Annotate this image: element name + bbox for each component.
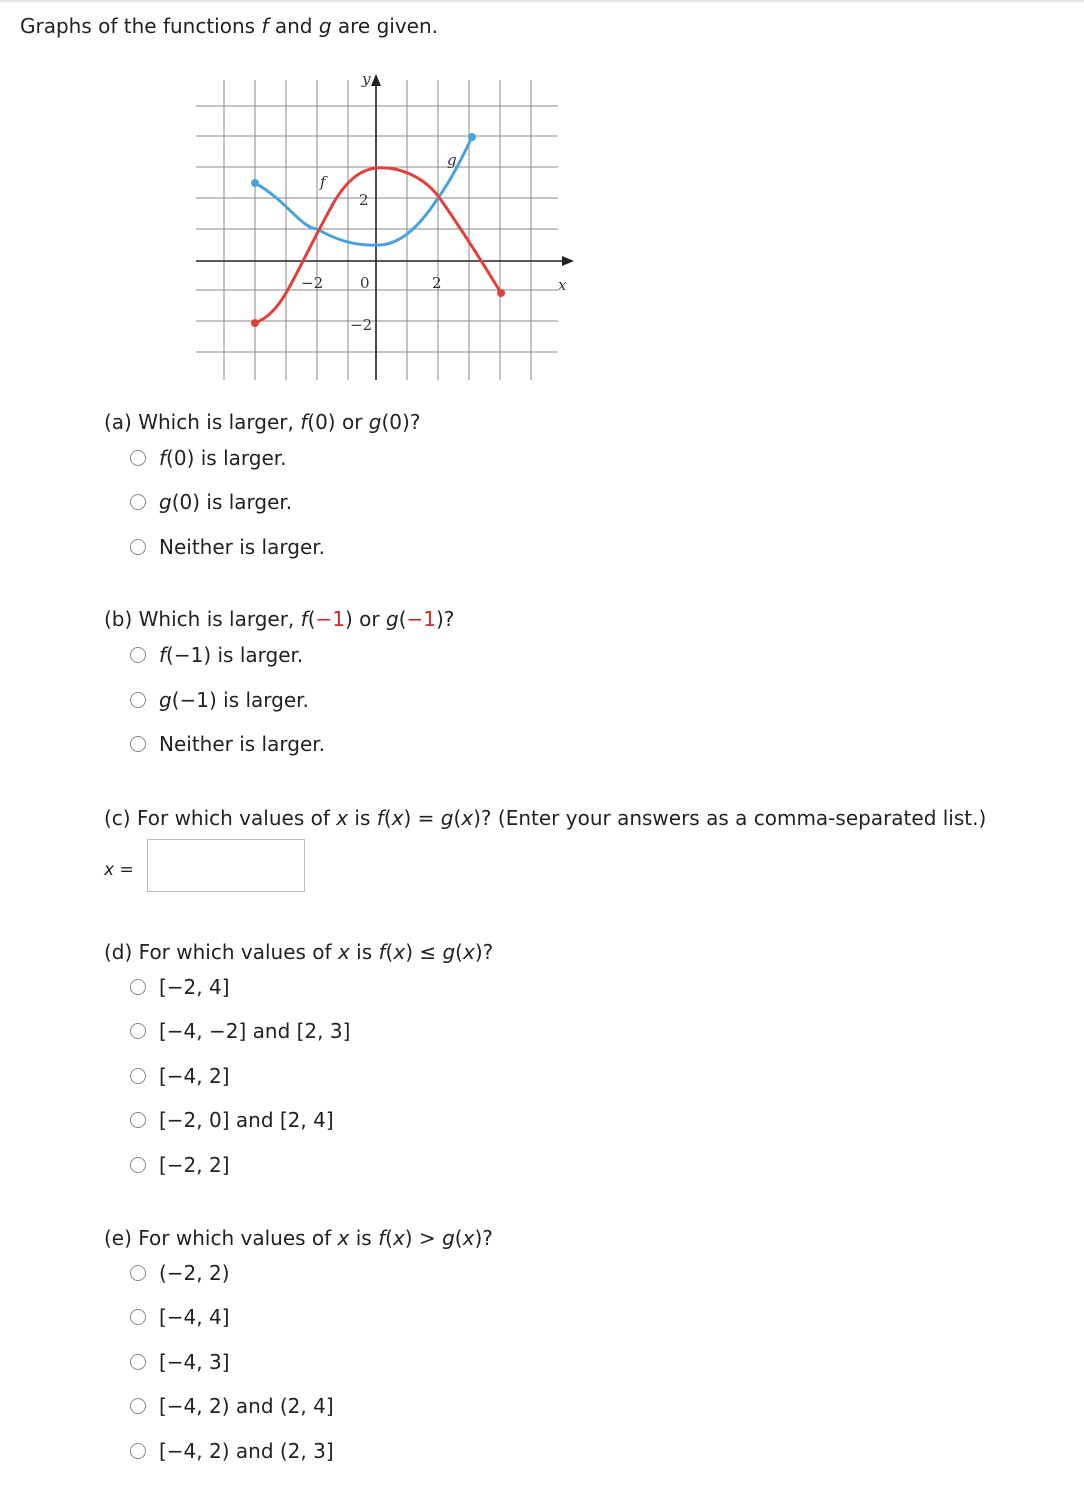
f-right-endpoint — [497, 289, 505, 297]
radio-a-1[interactable] — [130, 450, 146, 466]
radio-a-2[interactable] — [130, 494, 146, 510]
option-e-3[interactable]: [−4, 3] — [130, 1350, 230, 1374]
function-graph — [196, 70, 576, 385]
y-axis-arrow — [371, 74, 381, 86]
tick-x-pos2: 2 — [432, 274, 442, 292]
radio-e-1[interactable] — [130, 1265, 146, 1281]
option-b-2[interactable]: g (−1) is larger. — [130, 688, 309, 712]
question-e: (e) For which values of x is f(x) > g(x)? — [104, 1226, 493, 1250]
radio-b-1[interactable] — [130, 647, 146, 663]
option-b-3[interactable]: Neither is larger. — [130, 732, 325, 756]
option-a-2[interactable]: g (0) is larger. — [130, 490, 292, 514]
option-d-5[interactable]: [−2, 2] — [130, 1153, 230, 1177]
tick-x-neg2: −2 — [301, 274, 324, 292]
option-e-4[interactable]: [−4, 2) and (2, 4] — [130, 1394, 334, 1418]
option-b-1[interactable]: f (−1) is larger. — [130, 643, 303, 667]
graph-f-label: f — [320, 173, 326, 191]
radio-a-3[interactable] — [130, 539, 146, 555]
intro-text: Graphs of the functions f and g are given. — [20, 14, 438, 38]
question-b: (b) Which is larger, f(−1) or g(−1)? — [104, 607, 455, 631]
graph-x-axis-label: x — [558, 276, 567, 294]
answer-input-c[interactable] — [147, 839, 305, 892]
question-c: (c) For which values of x is f(x) = g(x)? (Enter your answers as a comma-separated list.) — [104, 806, 987, 830]
option-e-1[interactable]: (−2, 2) — [130, 1261, 230, 1285]
axes — [196, 74, 574, 380]
radio-b-3[interactable] — [130, 736, 146, 752]
f-left-endpoint — [251, 319, 259, 327]
option-a-1[interactable]: f (0) is larger. — [130, 446, 287, 470]
radio-d-4[interactable] — [130, 1112, 146, 1128]
radio-d-3[interactable] — [130, 1068, 146, 1084]
tick-origin: 0 — [360, 274, 370, 292]
radio-d-2[interactable] — [130, 1023, 146, 1039]
option-e-5[interactable]: [−4, 2) and (2, 3] — [130, 1439, 334, 1463]
option-e-2[interactable]: [−4, 4] — [130, 1305, 230, 1329]
radio-d-5[interactable] — [130, 1157, 146, 1173]
option-d-2[interactable]: [−4, −2] and [2, 3] — [130, 1019, 350, 1043]
g-left-endpoint — [251, 179, 259, 187]
grid-lines — [196, 80, 558, 380]
option-d-3[interactable]: [−4, 2] — [130, 1064, 230, 1088]
option-d-4[interactable]: [−2, 0] and [2, 4] — [130, 1108, 334, 1132]
tick-y-pos2: 2 — [359, 191, 369, 209]
radio-b-2[interactable] — [130, 692, 146, 708]
radio-e-4[interactable] — [130, 1398, 146, 1414]
x-axis-arrow — [562, 256, 574, 266]
radio-e-5[interactable] — [130, 1443, 146, 1459]
x-equals-label: x = — [104, 860, 134, 880]
radio-e-2[interactable] — [130, 1309, 146, 1325]
question-a: (a) Which is larger, f(0) or g(0)? — [104, 410, 421, 434]
radio-d-1[interactable] — [130, 979, 146, 995]
option-a-3[interactable]: Neither is larger. — [130, 535, 325, 559]
graph-y-axis-label: y — [362, 70, 371, 88]
g-right-endpoint — [468, 133, 476, 141]
radio-e-3[interactable] — [130, 1354, 146, 1370]
tick-y-neg2: −2 — [350, 316, 373, 334]
option-d-1[interactable]: [−2, 4] — [130, 975, 230, 999]
top-divider — [0, 0, 1084, 2]
question-d: (d) For which values of x is f(x) ≤ g(x)? — [104, 940, 494, 964]
graph-g-label: g — [447, 151, 457, 169]
